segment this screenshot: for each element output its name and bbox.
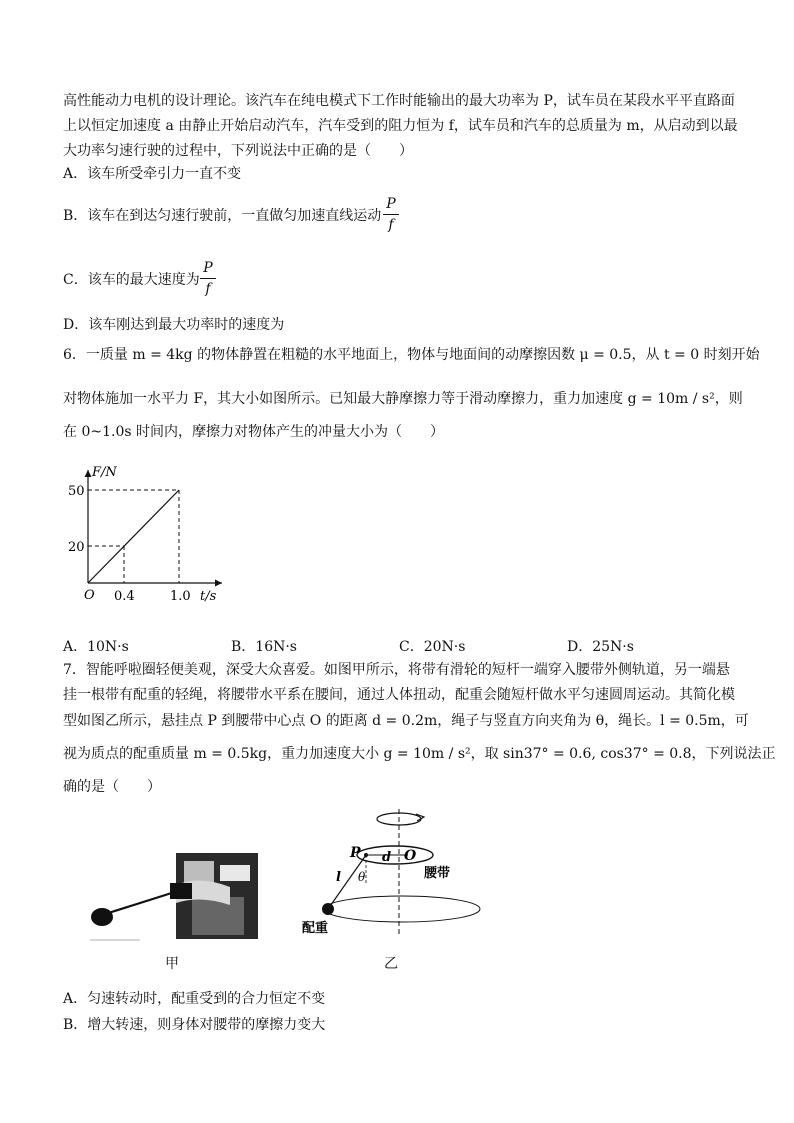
q5-text-line-3: 大功率匀速行驶的过程中，下列说法中正确的是（ ） xyxy=(63,143,413,159)
q6-text-line-3: 在 0~1.0s 时间内，摩擦力对物体产生的冲量大小为（ ） xyxy=(63,424,444,440)
label-l: l xyxy=(336,870,341,885)
q5-text-line-2: 上以恒定加速度 a 由静止开始启动汽车，汽车受到的阻力恒为 f，试车员和汽车的总质量为 m，从启动到以最 xyxy=(63,118,738,134)
q5-option-c-fraction xyxy=(200,260,216,297)
q5-option-a: A．该车所受牵引力一直不变 xyxy=(63,166,242,182)
figure-jia-caption: 甲 xyxy=(165,956,179,972)
q6-option-d: D．25N·s xyxy=(567,639,634,655)
q7-text-line-4: 视为质点的配重质量 m = 0.5kg，重力加速度大小 g = 10m / s²，取 sin37° = 0.6, cos37° = 0.8，下列说法正 xyxy=(63,746,776,762)
q6-option-b: B．16N·s xyxy=(231,639,297,655)
q5-option-b: B．该车在到达匀速行驶前，一直做匀加速直线运动 xyxy=(63,208,382,224)
q7-text-line-1: 7．智能呼啦圈轻便美观，深受大众喜爱。如图甲所示，将带有滑轮的短杆一端穿入腰带外侧轨道，另一端悬 xyxy=(63,662,730,678)
label-o: O xyxy=(404,848,417,864)
q7-text-line-2: 挂一根带有配重的轻绳，将腰带水平系在腰间，通过人体扭动，配重会随短杆做水平匀速圆周运动。其简化模 xyxy=(63,687,735,703)
figure-yi-model xyxy=(300,805,490,945)
fraction-denominator: f xyxy=(388,217,394,233)
q6-text-line-2: 对物体施加一水平力 F，其大小如图所示。已知最大静摩擦力等于滑动摩擦力，重力加速度 g = 10m / s²，则 xyxy=(63,391,743,407)
q5-option-d: D．该车刚达到最大功率时的速度为 xyxy=(63,317,285,333)
label-belt: 腰带 xyxy=(424,866,451,881)
q6-option-c: C．20N·s xyxy=(399,639,466,655)
q5-option-c: C．该车的最大速度为 xyxy=(63,272,200,288)
force-time-graph xyxy=(60,462,230,607)
force-line xyxy=(88,490,179,583)
label-p: P xyxy=(350,845,361,861)
q5-text-line-1: 高性能动力电机的设计理论。该汽车在纯电模式下工作时能输出的最大功率为 P，试车员在某段水平平直路面 xyxy=(63,93,735,109)
fraction-numerator: P xyxy=(203,260,213,276)
label-weight: 配重 xyxy=(302,921,329,936)
figure-jia-photo xyxy=(80,845,265,945)
y-tick-label: 50 xyxy=(68,484,85,499)
q6-option-a: A．10N·s xyxy=(63,639,129,655)
figure-yi-caption: 乙 xyxy=(384,956,398,972)
x-axis-label: t/s xyxy=(200,589,217,604)
fraction-denominator: f xyxy=(205,281,211,297)
weight-orbit xyxy=(324,896,480,922)
x-tick-label: 1.0 xyxy=(170,589,191,604)
q7-text-line-3: 型如图乙所示，悬挂点 P 到腰带中心点 O 的距离 d = 0.2m，绳子与竖直方向夹角为 θ，绳长。l = 0.5m，可 xyxy=(63,713,749,729)
counterweight xyxy=(322,903,334,915)
q7-text-line-5: 确的是（ ） xyxy=(63,779,161,795)
q7-option-b: B．增大转速，则身体对腰带的摩擦力变大 xyxy=(63,1017,326,1033)
q5-option-b-fraction xyxy=(383,196,399,233)
y-tick-label: 20 xyxy=(68,540,85,555)
x-tick-label: 0.4 xyxy=(114,589,135,604)
origin-label: O xyxy=(84,588,95,603)
fraction-numerator: P xyxy=(386,196,396,212)
label-d: d xyxy=(382,850,392,865)
label-theta: θ xyxy=(358,870,366,884)
y-axis-label: F/N xyxy=(92,465,117,480)
q7-option-a: A．匀速转动时，配重受到的合力恒定不变 xyxy=(63,991,326,1007)
q6-text-line-1: 6．一质量 m = 4kg 的物体静置在粗糙的水平地面上，物体与地面间的动摩擦因数 μ = 0.5，从 t = 0 时刻开始 xyxy=(63,347,760,363)
